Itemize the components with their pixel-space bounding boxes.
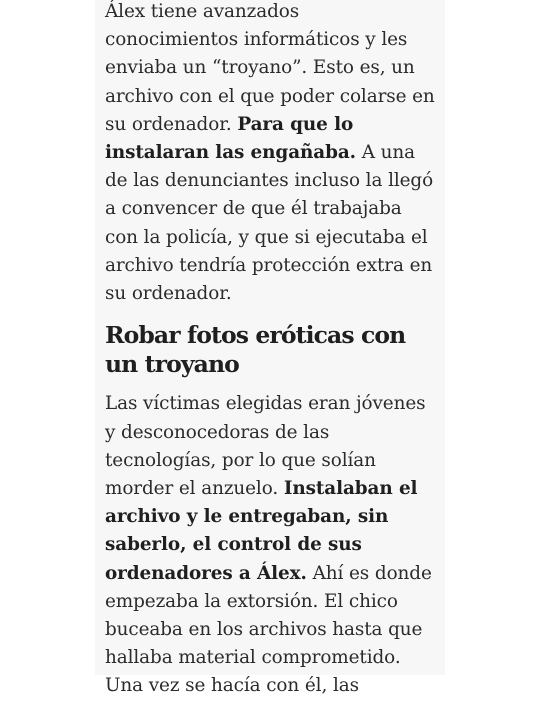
paragraph-text: Álex tiene avanzados conocimientos informáticos y les enviaba un “troyano”. Esto es, un archivo con el que poder colarse en su ordenador. — [105, 1, 435, 135]
article-paragraph — [105, 390, 437, 700]
paragraph-text: A una de las denunciantes incluso la llegó a convencer de que él trabajaba con la policía, y que si ejecutaba el archivo tendría protección extra en su ordenador. — [105, 142, 434, 305]
article-body — [105, 0, 437, 701]
paragraph-bold-text: Para que lo instalaran las engañaba. — [105, 113, 356, 164]
article-paragraph — [105, 0, 437, 308]
paragraph-text: Las víctimas elegidas eran jóvenes y desconocedoras de las tecnologías, por lo que solían morder el anzuelo. — [105, 393, 426, 500]
paragraph-bold-text: Instalaban el archivo y le entregaban, sin saberlo, el control de sus ordenadores a Álex. — [105, 478, 418, 584]
paragraph-text: Ahí es donde empezaba la extorsión. El chico buceaba en los archivos hasta que hallaba material comprometido. Una vez se hacía con él, las — [105, 562, 432, 697]
section-heading: Robar fotos eróticas con un troyano — [105, 321, 406, 378]
